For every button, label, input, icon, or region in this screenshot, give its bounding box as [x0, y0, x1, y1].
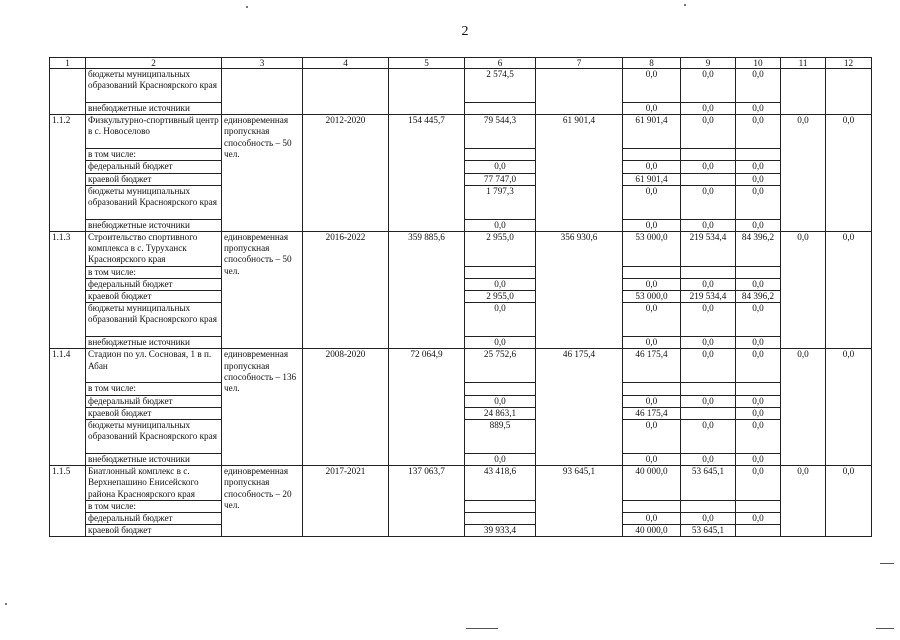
value-cell-8: 0,0: [623, 219, 681, 231]
row-label-cell: Стадион по ул. Сосновая, 1 в п. Абан: [86, 349, 222, 383]
value-cell-8: 0,0: [623, 513, 681, 525]
value-cell-10: 0,0: [736, 349, 781, 383]
item-number-cell: 1.1.2: [50, 115, 86, 232]
value-cell-9: 219 534,4: [681, 291, 736, 303]
value-cell-9: 0,0: [681, 337, 736, 349]
table-row: [50, 115, 872, 149]
value-cell-9: 0,0: [681, 161, 736, 173]
value-cell-9: 0,0: [681, 278, 736, 290]
row-label-cell: в том числе:: [86, 149, 222, 161]
value-cell-10: 0,0: [736, 103, 781, 115]
value-cell-9: 0,0: [681, 303, 736, 337]
total-cell: 137 063,7: [389, 466, 465, 537]
value-cell-6: 0,0: [465, 303, 536, 337]
value-cell-6: 1 797,3: [465, 185, 536, 219]
value-cell-8: 46 175,4: [623, 407, 681, 419]
value-cell-9: 53 645,1: [681, 525, 736, 537]
scan-mark: [880, 563, 894, 564]
value-cell-10: [736, 500, 781, 512]
value-cell-10: [736, 266, 781, 278]
page-number: 2: [461, 24, 469, 39]
value-cell-10: 0,0: [736, 337, 781, 349]
value-cell-11: 0,0: [781, 349, 826, 466]
row-label-cell: бюджеты муниципальных образований Красноярского края: [86, 303, 222, 337]
capacity-cell: единовременная пропускная способность – 20 чел.: [222, 466, 303, 537]
column-number: 5: [389, 58, 465, 69]
total-cell: [389, 69, 465, 115]
row-label-cell: федеральный бюджет: [86, 395, 222, 407]
value-cell-6: 24 863,1: [465, 407, 536, 419]
value-cell-8: 0,0: [623, 103, 681, 115]
value-cell-9: 0,0: [681, 219, 736, 231]
value-cell-6: 0,0: [465, 454, 536, 466]
row-label-cell: в том числе:: [86, 500, 222, 512]
scan-mark: [246, 6, 248, 8]
value-cell-9: [681, 383, 736, 395]
capacity-cell: единовременная пропускная способность – 50 чел.: [222, 232, 303, 349]
value-cell-6: 2 955,0: [465, 291, 536, 303]
value-cell-6: 2 574,5: [465, 69, 536, 103]
value-cell-8: 0,0: [623, 161, 681, 173]
value-cell-9: 0,0: [681, 420, 736, 454]
value-cell-6: 25 752,6: [465, 349, 536, 383]
value-cell-6: 0,0: [465, 337, 536, 349]
row-label-cell: краевой бюджет: [86, 407, 222, 419]
value-cell-8: 40 000,0: [623, 525, 681, 537]
value-cell-8: [623, 500, 681, 512]
value-cell-10: 84 396,2: [736, 291, 781, 303]
value-cell-6: 0,0: [465, 219, 536, 231]
value-cell-6: [465, 513, 536, 525]
value-cell-6: 77 747,0: [465, 173, 536, 185]
value-cell-6: 79 544,3: [465, 115, 536, 149]
value-cell-10: [736, 149, 781, 161]
value-cell-6: [465, 500, 536, 512]
value-cell-10: 0,0: [736, 115, 781, 149]
row-label-cell: федеральный бюджет: [86, 278, 222, 290]
value-cell-7: 93 645,1: [536, 466, 623, 537]
scan-mark: [876, 628, 894, 629]
row-label-cell: федеральный бюджет: [86, 161, 222, 173]
value-cell-7: 46 175,4: [536, 349, 623, 466]
value-cell-9: 53 645,1: [681, 466, 736, 501]
value-cell-9: 0,0: [681, 185, 736, 219]
value-cell-9: [681, 500, 736, 512]
value-cell-6: 39 933,4: [465, 525, 536, 537]
column-number: 9: [681, 58, 736, 69]
value-cell-8: [623, 383, 681, 395]
value-cell-10: [736, 525, 781, 537]
value-cell-8: 0,0: [623, 454, 681, 466]
column-number: 2: [86, 58, 222, 69]
row-label-cell: бюджеты муниципальных образований Красноярского края: [86, 420, 222, 454]
value-cell-10: 0,0: [736, 185, 781, 219]
value-cell-6: 0,0: [465, 278, 536, 290]
value-cell-8: 53 000,0: [623, 232, 681, 267]
value-cell-7: [536, 69, 623, 115]
period-cell: 2016-2022: [303, 232, 389, 349]
value-cell-10: 0,0: [736, 173, 781, 185]
row-label-cell: Строительство спортивного комплекса в с. Туруханск Красноярского края: [86, 232, 222, 267]
row-label-cell: краевой бюджет: [86, 173, 222, 185]
scan-mark: [5, 603, 7, 605]
value-cell-12: 0,0: [826, 349, 872, 466]
value-cell-9: [681, 173, 736, 185]
value-cell-10: 0,0: [736, 454, 781, 466]
value-cell-11: 0,0: [781, 232, 826, 349]
value-cell-9: 0,0: [681, 349, 736, 383]
table-row: [50, 466, 872, 501]
value-cell-10: 0,0: [736, 303, 781, 337]
row-label-cell: краевой бюджет: [86, 291, 222, 303]
row-label-cell: федеральный бюджет: [86, 513, 222, 525]
value-cell-10: 0,0: [736, 69, 781, 103]
value-cell-6: [465, 149, 536, 161]
value-cell-8: [623, 149, 681, 161]
value-cell-8: 0,0: [623, 303, 681, 337]
total-cell: 154 445,7: [389, 115, 465, 232]
row-label-cell: Биатлонный комплекс в с. Верхнепашино Енисейского района Красноярского края: [86, 466, 222, 501]
row-label-cell: внебюджетные источники: [86, 337, 222, 349]
value-cell-6: [465, 266, 536, 278]
value-cell-10: [736, 383, 781, 395]
total-cell: 72 064,9: [389, 349, 465, 466]
table-row: [50, 232, 872, 267]
value-cell-10: 0,0: [736, 395, 781, 407]
row-label-cell: внебюджетные источники: [86, 219, 222, 231]
value-cell-10: 0,0: [736, 278, 781, 290]
value-cell-6: [465, 103, 536, 115]
capacity-cell: единовременная пропускная способность – 50 чел.: [222, 115, 303, 232]
value-cell-10: 0,0: [736, 407, 781, 419]
value-cell-7: 356 930,6: [536, 232, 623, 349]
value-cell-9: [681, 266, 736, 278]
value-cell-11: [781, 69, 826, 115]
period-cell: 2008-2020: [303, 349, 389, 466]
row-label-cell: Физкультурно-спортивный центр в с. Новоселово: [86, 115, 222, 149]
column-number: 12: [826, 58, 872, 69]
value-cell-12: 0,0: [826, 115, 872, 232]
row-label-cell: бюджеты муниципальных образований Красноярского края: [86, 185, 222, 219]
scan-mark: [466, 628, 498, 629]
value-cell-12: 0,0: [826, 232, 872, 349]
value-cell-9: [681, 407, 736, 419]
period-cell: 2012-2020: [303, 115, 389, 232]
column-number: 6: [465, 58, 536, 69]
value-cell-8: 0,0: [623, 69, 681, 103]
value-cell-6: 0,0: [465, 395, 536, 407]
value-cell-6: 889,5: [465, 420, 536, 454]
value-cell-8: 40 000,0: [623, 466, 681, 501]
table-row: [50, 69, 872, 103]
item-number-cell: 1.1.4: [50, 349, 86, 466]
column-number: 10: [736, 58, 781, 69]
table-row: [50, 349, 872, 383]
value-cell-11: 0,0: [781, 466, 826, 537]
value-cell-9: 0,0: [681, 69, 736, 103]
value-cell-9: 0,0: [681, 513, 736, 525]
value-cell-8: 53 000,0: [623, 291, 681, 303]
value-cell-8: 61 901,4: [623, 115, 681, 149]
value-cell-9: 0,0: [681, 115, 736, 149]
value-cell-7: 61 901,4: [536, 115, 623, 232]
capacity-cell: единовременная пропускная способность – 136 чел.: [222, 349, 303, 466]
scan-mark: [684, 4, 686, 6]
value-cell-8: 61 901,4: [623, 173, 681, 185]
item-number-cell: 1.1.3: [50, 232, 86, 349]
row-label-cell: бюджеты муниципальных образований Красноярского края: [86, 69, 222, 103]
column-number: 7: [536, 58, 623, 69]
value-cell-8: 46 175,4: [623, 349, 681, 383]
value-cell-8: 0,0: [623, 278, 681, 290]
value-cell-6: [465, 383, 536, 395]
value-cell-8: 0,0: [623, 395, 681, 407]
value-cell-6: 2 955,0: [465, 232, 536, 267]
column-number: 8: [623, 58, 681, 69]
value-cell-9: 0,0: [681, 454, 736, 466]
value-cell-12: 0,0: [826, 466, 872, 537]
column-number: 3: [222, 58, 303, 69]
value-cell-12: [826, 69, 872, 115]
value-cell-9: 219 534,4: [681, 232, 736, 267]
row-label-cell: внебюджетные источники: [86, 103, 222, 115]
row-label-cell: в том числе:: [86, 266, 222, 278]
value-cell-10: 0,0: [736, 513, 781, 525]
value-cell-9: 0,0: [681, 395, 736, 407]
value-cell-6: 0,0: [465, 161, 536, 173]
value-cell-8: [623, 266, 681, 278]
row-label-cell: внебюджетные источники: [86, 454, 222, 466]
value-cell-10: 84 396,2: [736, 232, 781, 267]
value-cell-10: 0,0: [736, 420, 781, 454]
value-cell-8: 0,0: [623, 185, 681, 219]
column-number: 11: [781, 58, 826, 69]
item-number-cell: [50, 69, 86, 115]
period-cell: [303, 69, 389, 115]
value-cell-11: 0,0: [781, 115, 826, 232]
row-label-cell: краевой бюджет: [86, 525, 222, 537]
value-cell-8: 0,0: [623, 337, 681, 349]
column-number: 1: [50, 58, 86, 69]
value-cell-10: 0,0: [736, 161, 781, 173]
item-number-cell: 1.1.5: [50, 466, 86, 537]
column-number-row: [50, 58, 872, 69]
value-cell-6: 43 418,6: [465, 466, 536, 501]
value-cell-9: [681, 149, 736, 161]
capacity-cell: [222, 69, 303, 115]
value-cell-9: 0,0: [681, 103, 736, 115]
row-label-cell: в том числе:: [86, 383, 222, 395]
value-cell-10: 0,0: [736, 219, 781, 231]
budget-table: [49, 57, 872, 537]
value-cell-8: 0,0: [623, 420, 681, 454]
value-cell-10: 0,0: [736, 466, 781, 501]
total-cell: 359 885,6: [389, 232, 465, 349]
column-number: 4: [303, 58, 389, 69]
period-cell: 2017-2021: [303, 466, 389, 537]
